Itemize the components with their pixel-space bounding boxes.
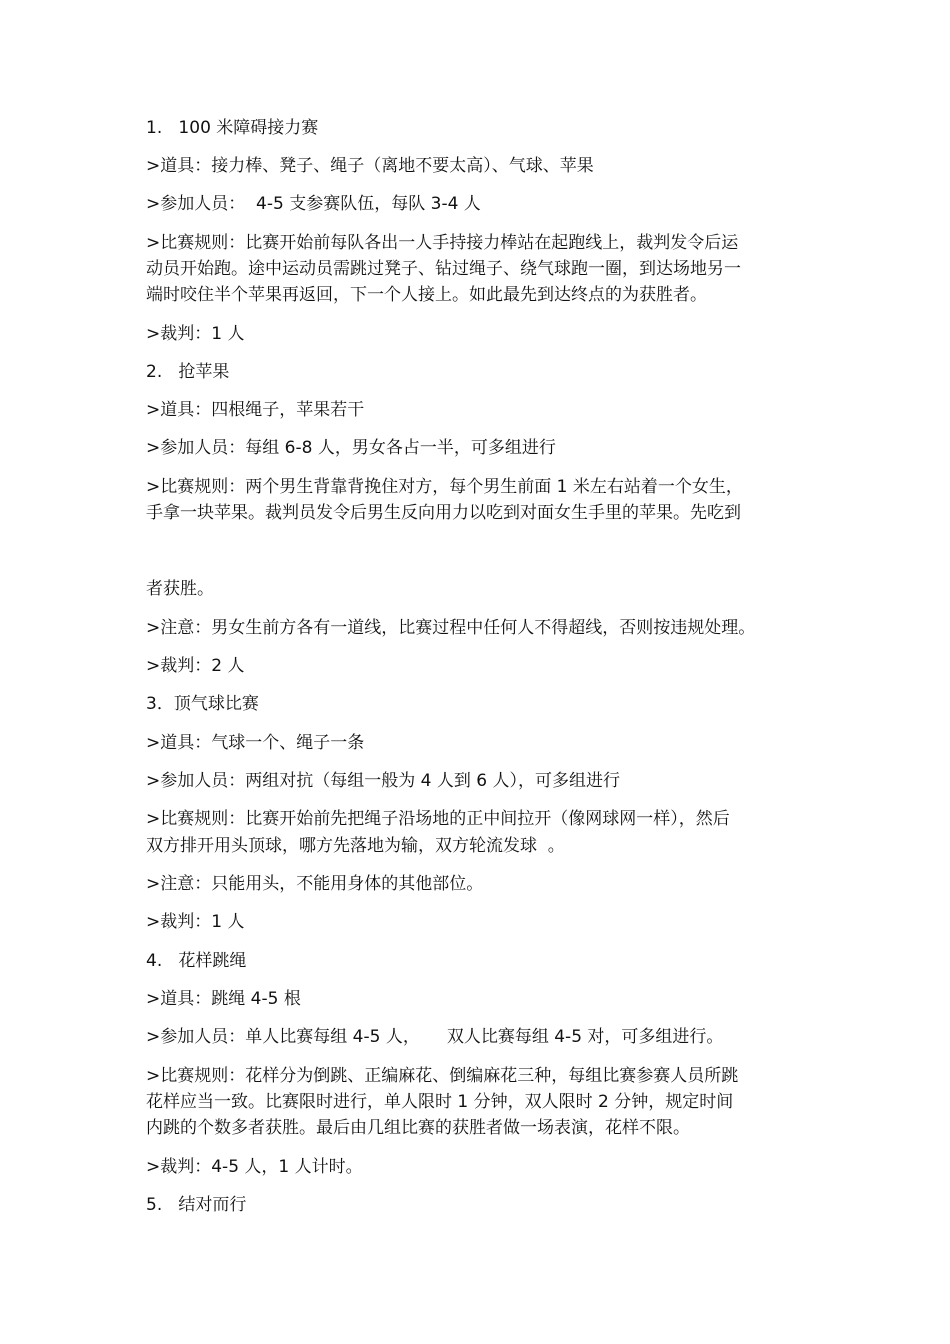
event-3-rules-cont: 双方排开用头顶球，哪方先落地为输，双方轮流发球 。: [146, 836, 565, 856]
event-2-rules-cont: 者获胜。: [146, 579, 214, 599]
event-2-rules-cont: 手拿一块苹果。裁判员发令后男生反向用力以吃到对面女生手里的苹果。先吃到: [146, 503, 741, 523]
event-4-referee: >裁判：4-5 人，1 人计时。: [146, 1157, 363, 1177]
event-1-referee: >裁判：1 人: [146, 324, 245, 344]
event-1-participants: >参加人员： 4-5 支参赛队伍，每队 3-4 人: [146, 194, 481, 214]
heading-event-3: 3．顶气球比赛: [146, 694, 259, 714]
heading-event-5: 5. 结对而行: [146, 1195, 247, 1215]
event-4-rules-cont: 花样应当一致。比赛限时进行，单人限时 1 分钟，双人限时 2 分钟，规定时间: [146, 1092, 734, 1112]
event-1-rules-cont: 动员开始跑。途中运动员需跳过凳子、钻过绳子、绕气球跑一圈，到达场地另一: [146, 259, 741, 279]
event-4-rules: >比赛规则：花样分为倒跳、正编麻花、倒编麻花三种，每组比赛参赛人员所跳: [146, 1066, 739, 1086]
event-3-participants: >参加人员：两组对抗（每组一般为 4 人到 6 人），可多组进行: [146, 771, 620, 791]
event-3-rules: >比赛规则：比赛开始前先把绳子沿场地的正中间拉开（像网球网一样），然后: [146, 809, 730, 829]
event-2-props: >道具：四根绳子，苹果若干: [146, 400, 365, 420]
event-3-referee: >裁判：1 人: [146, 912, 245, 932]
heading-event-4: 4. 花样跳绳: [146, 951, 247, 971]
event-1-props: >道具：接力棒、凳子、绳子（离地不要太高）、气球、苹果: [146, 156, 594, 176]
event-4-props: >道具：跳绳 4-5 根: [146, 989, 301, 1009]
event-2-note: >注意：男女生前方各有一道线，比赛过程中任何人不得超线，否则按违规处理。: [146, 618, 756, 638]
event-4-participants: >参加人员：单人比赛每组 4-5 人， 双人比赛每组 4-5 对，可多组进行。: [146, 1027, 724, 1047]
heading-event-1: 1. 100 米障碍接力赛: [146, 118, 319, 138]
event-3-props: >道具：气球一个、绳子一条: [146, 733, 365, 753]
event-3-note: >注意：只能用头，不能用身体的其他部位。: [146, 874, 484, 894]
event-2-rules: >比赛规则：两个男生背靠背挽住对方，每个男生前面 1 米左右站着一个女生，: [146, 477, 743, 497]
event-1-rules: >比赛规则：比赛开始前每队各出一人手持接力棒站在起跑线上，裁判发令后运: [146, 233, 739, 253]
heading-event-2: 2. 抢苹果: [146, 362, 230, 382]
event-1-rules-cont: 端时咬住半个苹果再返回，下一个人接上。如此最先到达终点的为获胜者。: [146, 285, 707, 305]
event-2-participants: >参加人员：每组 6-8 人，男女各占一半，可多组进行: [146, 438, 556, 458]
event-2-referee: >裁判：2 人: [146, 656, 245, 676]
event-4-rules-cont: 内跳的个数多者获胜。最后由几组比赛的获胜者做一场表演，花样不限。: [146, 1118, 690, 1138]
